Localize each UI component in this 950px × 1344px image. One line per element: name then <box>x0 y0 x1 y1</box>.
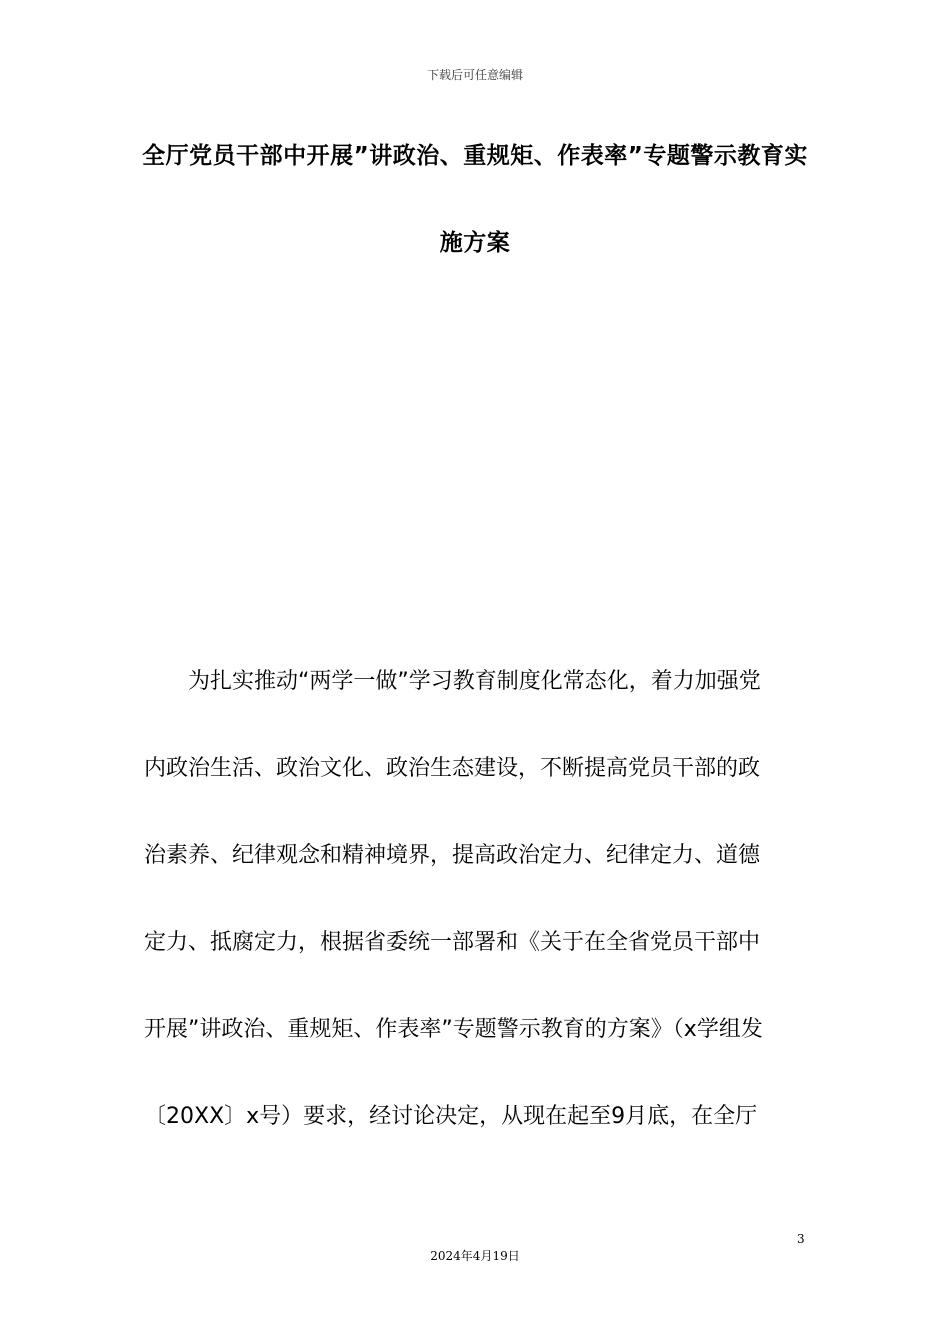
body-line-1: 为扎实推动“两学一做”学习教育制度化常态化，着力加强党 <box>144 669 761 694</box>
body-line-3: 治素养、纪律观念和精神境界，提高政治定力、纪律定力、道德 <box>144 843 761 868</box>
document-title-line-2: 施方案 <box>439 230 511 256</box>
body-line-6: 〔20XX〕x号）要求，经讨论决定，从现在起至9月底，在全厅 <box>144 1104 758 1129</box>
body-line-5: 开展”讲政治、重规矩、作表率”专题警示教育的方案》（x学组发 <box>144 1017 763 1042</box>
page-number: 3 <box>797 1232 805 1246</box>
footer-date: 2024年4月19日 <box>430 1249 520 1263</box>
page-header-note: 下载后可任意编辑 <box>426 68 523 82</box>
document-title-line-1: 全厅党员干部中开展”讲政治、重规矩、作表率”专题警示教育实 <box>142 143 808 169</box>
body-line-2: 内政治生活、政治文化、政治生态建设，不断提高党员干部的政 <box>144 756 761 781</box>
body-line-4: 定力、抵腐定力，根据省委统一部署和《关于在全省党员干部中 <box>144 930 761 955</box>
